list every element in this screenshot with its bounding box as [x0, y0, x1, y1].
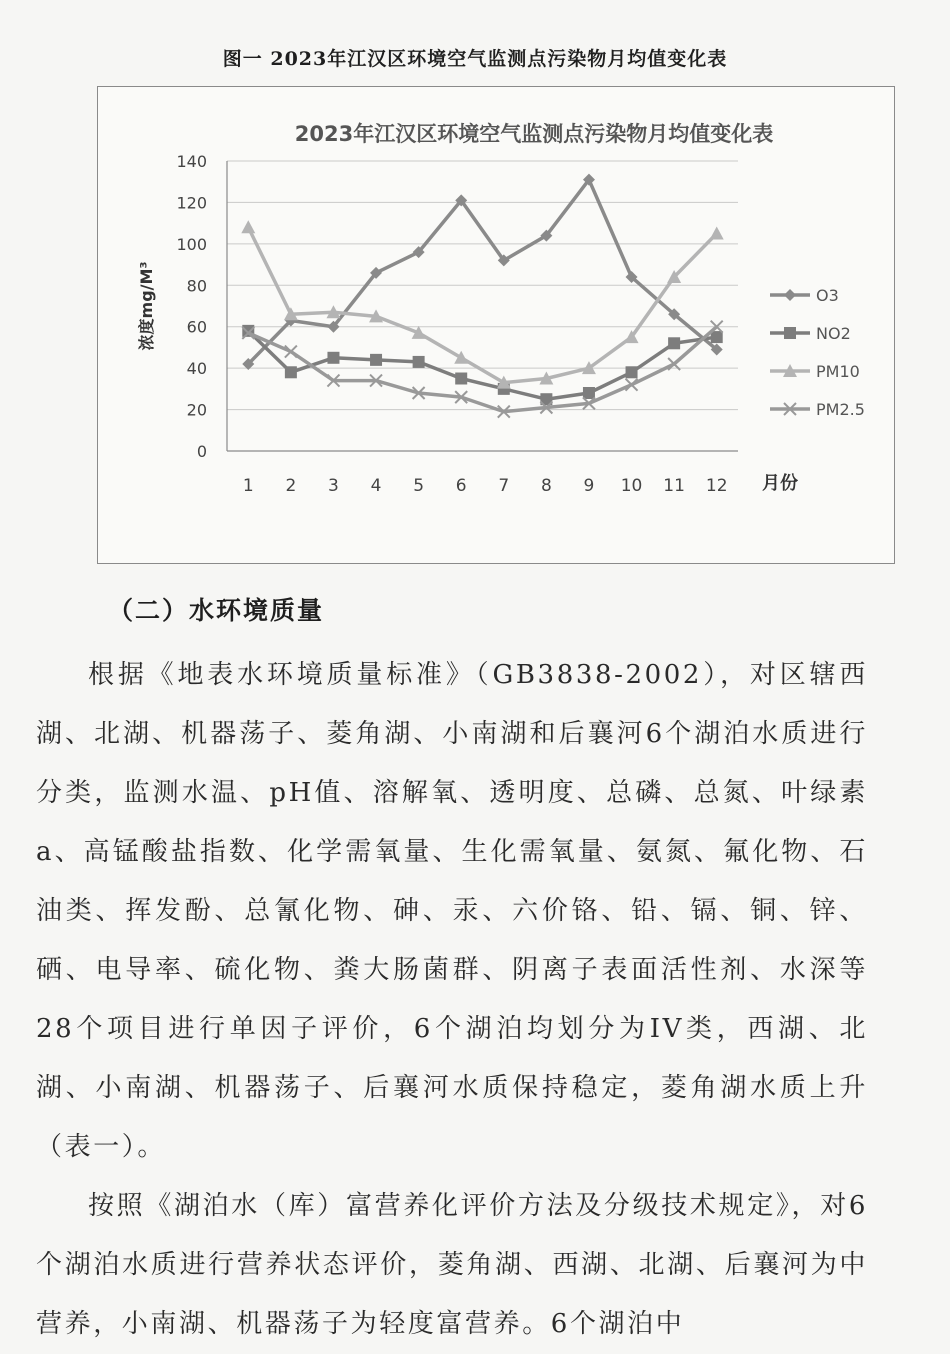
- data-point-no2: [455, 373, 467, 385]
- data-point-no2: [285, 366, 297, 378]
- x-tick-label: 8: [540, 476, 552, 496]
- paragraph-1: 根据《地表水环境质量标准》（GB3838-2002），对区辖西湖、北湖、机器荡子、菱角湖、小南湖和后襄河6个湖泊水质进行分类，监测水温、pH值、溶解氧、透明度、总磷、总氮、叶绿素a、高锰酸盐指数、化学需氧量、生化需氧量、氨氮、氟化物、石油类、挥发酚、总氰化物、砷、汞、六价铬、铅、镉、铜、锌、硒、电导率、硫化物、粪大肠菌群、阴离子表面活性剂、水深等28个项目进行单因子评价，6个湖泊均划分为IV类，西湖、北湖、小南湖、机器荡子、后襄河水质保持稳定，菱角湖水质上升（表一）。: [36, 660, 868, 1162]
- data-point-no2: [327, 352, 339, 364]
- series-line-pm10: [248, 227, 716, 382]
- data-point-no2: [626, 366, 638, 378]
- x-tick-label: 4: [370, 476, 382, 496]
- y-tick-label: 40: [186, 359, 207, 379]
- x-tick-label: 5: [413, 476, 425, 496]
- data-point-no2: [413, 356, 425, 368]
- data-point-no2: [583, 387, 595, 399]
- pollutant-line-chart: [98, 87, 894, 563]
- legend-label: PM2.5: [816, 400, 865, 419]
- x-tick-label: 12: [705, 476, 728, 496]
- legend-marker: [784, 327, 796, 339]
- y-tick-label: 0: [196, 442, 207, 461]
- legend-label: NO2: [816, 324, 851, 343]
- x-axis-label: 月份: [762, 473, 798, 494]
- figure-caption: 图一 2023年江汉区环境空气监测点污染物月均值变化表: [222, 48, 728, 70]
- data-point-no2: [711, 331, 723, 343]
- x-tick-label: 2: [285, 476, 297, 496]
- y-tick-label: 120: [176, 193, 207, 213]
- x-tick-label: 1: [242, 476, 254, 496]
- x-tick-label: 7: [498, 476, 510, 496]
- y-tick-label: 20: [186, 400, 207, 420]
- section-heading: （二）水环境质量: [108, 596, 325, 625]
- y-tick-label: 60: [186, 317, 207, 337]
- y-tick-label: 100: [176, 234, 207, 254]
- data-point-pm10: [241, 220, 255, 233]
- body-text: [36, 646, 868, 1354]
- series-line-no2: [248, 331, 716, 399]
- legend-label: PM10: [816, 362, 860, 381]
- legend-marker: [784, 289, 796, 301]
- x-tick-label: 6: [455, 476, 467, 496]
- y-tick-label: 80: [186, 276, 207, 296]
- series-line-o3: [248, 180, 716, 364]
- x-tick-label: 3: [328, 476, 339, 496]
- legend-label: O3: [816, 286, 839, 305]
- data-point-no2: [668, 337, 680, 349]
- y-axis-label: 浓度mg/M³: [137, 261, 156, 351]
- data-point-pm10: [710, 227, 724, 240]
- paragraph-2: 按照《湖泊水（库）富营养化评价方法及分级技术规定》，对6个湖泊水质进行营养状态评价，菱角湖、西湖、北湖、后襄河为中营养，小南湖、机器荡子为轻度富营养。6个湖泊中: [36, 1191, 868, 1339]
- chart-frame: [97, 86, 895, 564]
- chart-title: 2023年江汉区环境空气监测点污染物月均值变化表: [294, 122, 774, 146]
- x-tick-label: 11: [663, 476, 685, 496]
- data-point-pm10: [454, 351, 468, 364]
- data-point-no2: [370, 354, 382, 366]
- y-tick-label: 140: [176, 152, 207, 171]
- x-tick-label: 10: [620, 476, 643, 496]
- x-tick-label: 9: [583, 476, 595, 496]
